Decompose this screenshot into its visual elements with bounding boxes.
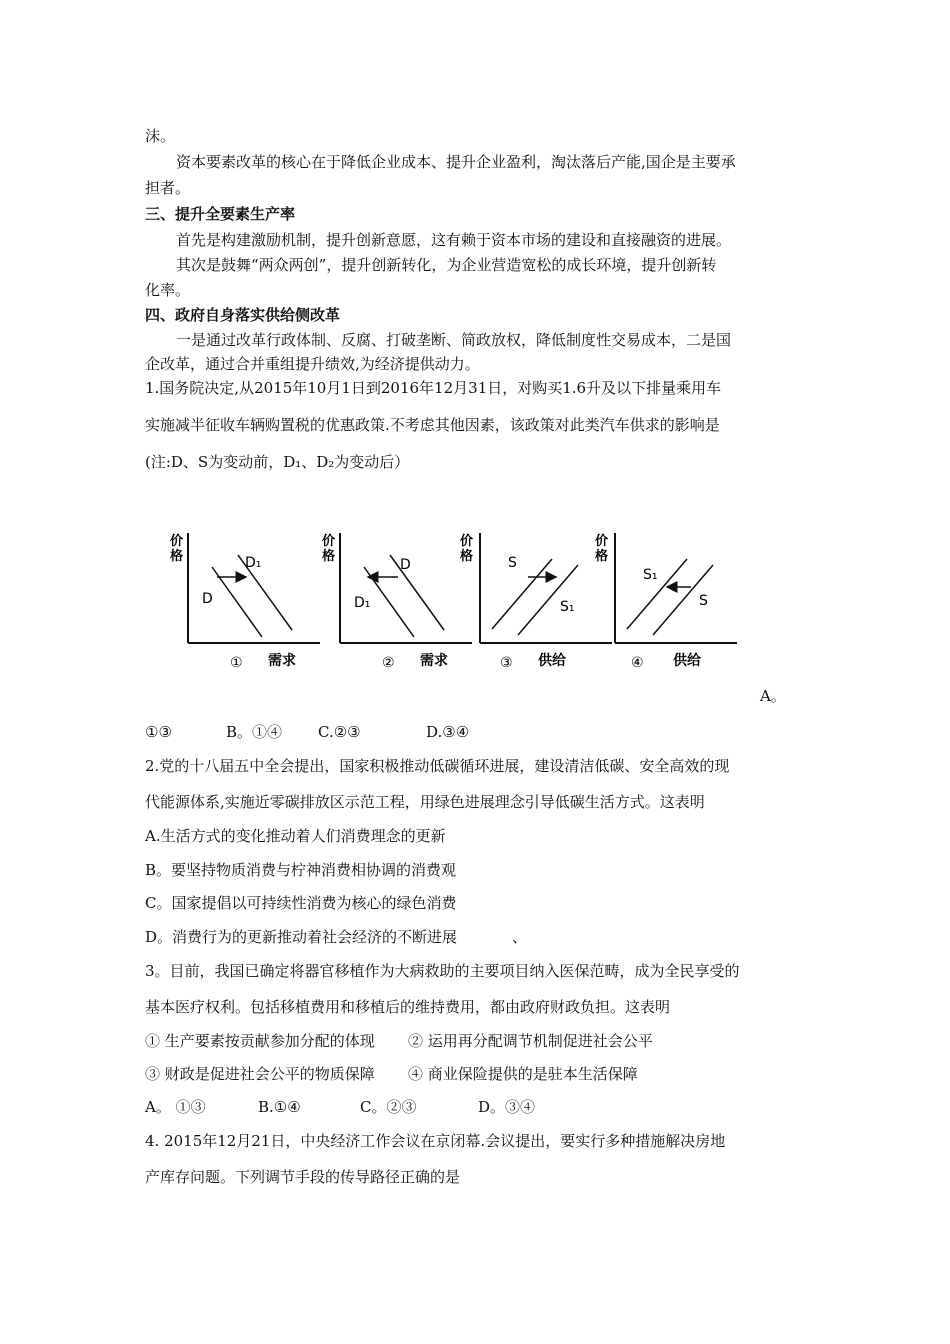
graph-2-x-label: 需求: [420, 653, 448, 669]
q3-stem-line1: 3。目前，我国已确定将器官移植作为大病救助的主要项目纳入医保范畴，成为全民享受的: [145, 962, 740, 980]
q4-stem-line1: 4. 2015年12月21日，中央经济工作会议在京闭幕.会议提出，要实行多种措施解决房地: [145, 1132, 726, 1150]
graph-4: [595, 533, 737, 671]
graph-3-curve-after: S₁: [560, 599, 575, 615]
q3-stem-line2: 基本医疗权利。包括移植费用和移植后的维持费用，都由政府财政负担。这表明: [145, 998, 671, 1016]
q1-option-c: C.②③: [318, 723, 361, 741]
graph-3-curve-before: S: [508, 555, 517, 571]
graph-4-curve-before: S: [699, 593, 708, 609]
graph-4-number: ④: [631, 655, 644, 671]
graph-3-y-label: 价格: [460, 534, 474, 564]
section4-heading: 四、政府自身落实供给侧改革: [145, 306, 341, 324]
graph-3: [460, 533, 612, 671]
graph-2-number: ②: [382, 655, 395, 671]
q1-note: (注:D、S为变动前，D₁、D₂为变动后）: [145, 453, 410, 471]
graph-4-curve-after: S₁: [643, 567, 658, 583]
graph-1-number: ①: [230, 655, 243, 671]
graph-1-curve-after: D₁: [245, 555, 262, 571]
graph-1: [170, 533, 320, 671]
graph-1-curve-before: D: [202, 591, 213, 607]
q3-statement-1: ① 生产要素按贡献参加分配的体现: [145, 1032, 375, 1050]
graph-3-number: ③: [500, 655, 513, 671]
q3-statement-4: ④ 商业保险提供的是驻本生活保障: [408, 1065, 638, 1083]
q1-stem-line2: 实施减半征收车辆购置税的优惠政策.不考虑其他因素，该政策对此类汽车供求的影响是: [145, 416, 720, 434]
graph-4-x-label: 供给: [673, 653, 701, 669]
q1-option-b: B。①④: [226, 723, 283, 741]
graph-2-curve-after: D₁: [354, 595, 371, 611]
q3-option-a: A。 ①③: [145, 1098, 206, 1116]
q2-stem-line2: 代能源体系,实施近零碳排放区示范工程，用绿色进展理念引导低碳生活方式。这表明: [145, 793, 705, 811]
q3-option-c: C。②③: [360, 1098, 417, 1116]
q1-option-a-label: A。: [760, 687, 786, 705]
q2-stem-line1: 2.党的十八届五中全会提出，国家积极推动低碳循环进展，建设清洁低碳、安全高效的现: [145, 757, 730, 775]
q2-option-c: C。国家提倡以可持续性消费为核心的绿色消费: [145, 894, 457, 912]
q2-option-b: B。要坚持物质消费与柠神消费相协调的消费观: [145, 861, 457, 879]
q1-option-d: D.③④: [426, 723, 470, 741]
graph-2: [322, 533, 472, 671]
graph-4-y-label: 价格: [595, 534, 609, 564]
q1-stem-line1: 1.国务院决定,从2015年10月1日到2016年12月31日，对购买1.6升及以下排量乘用车: [145, 379, 722, 397]
supply-demand-figure: [170, 525, 760, 685]
q3-option-b: B.①④: [258, 1098, 301, 1116]
q2-option-a: A.生活方式的变化推动着人们消费理念的更新: [145, 827, 446, 845]
capital-paragraph-line1: 资本要素改革的核心在于降低企业成本、提升企业盈利，淘汰落后产能,国企是主要承: [176, 153, 736, 171]
graph-1-y-label: 价格: [170, 534, 184, 564]
graph-3-x-label: 供给: [538, 653, 566, 669]
capital-paragraph-line2: 担者。: [145, 179, 191, 197]
graph-2-curve-before: D: [400, 557, 411, 573]
section3-paragraph1: 首先是构建激励机制，提升创新意愿，这有赖于资本市场的建设和直接融资的进展。: [176, 231, 732, 249]
intro-line-end: 沫。: [145, 127, 176, 145]
q3-option-d: D。③④: [478, 1098, 536, 1116]
q2-option-d: D。消费行为的更新推动着社会经济的不断进展: [145, 928, 458, 946]
q3-statement-3: ③ 财政是促进社会公平的物质保障: [145, 1065, 375, 1083]
q2-stray-mark: 、: [512, 928, 528, 946]
graph-1-x-label: 需求: [268, 653, 296, 669]
section4-paragraph-line2: 企改革，通过合并重组提升绩效,为经济提供动力。: [145, 355, 480, 373]
section3-heading: 三、提升全要素生产率: [145, 205, 296, 223]
section3-paragraph2-line2: 化率。: [145, 281, 191, 299]
section4-paragraph-line1: 一是通过改革行政体制、反腐、打破垄断、简政放权，降低制度性交易成本，二是国: [176, 331, 732, 349]
q1-option-a-value: ①③: [145, 723, 172, 741]
section3-paragraph2-line1: 其次是鼓舞“两众两创”，提升创新转化，为企业营造宽松的成长环境，提升创新转: [176, 256, 717, 274]
q3-statement-2: ② 运用再分配调节机制促进社会公平: [408, 1032, 653, 1050]
q4-stem-line2: 产库存问题。下列调节手段的传导路径正确的是: [145, 1168, 461, 1186]
graph-2-y-label: 价格: [322, 534, 336, 564]
